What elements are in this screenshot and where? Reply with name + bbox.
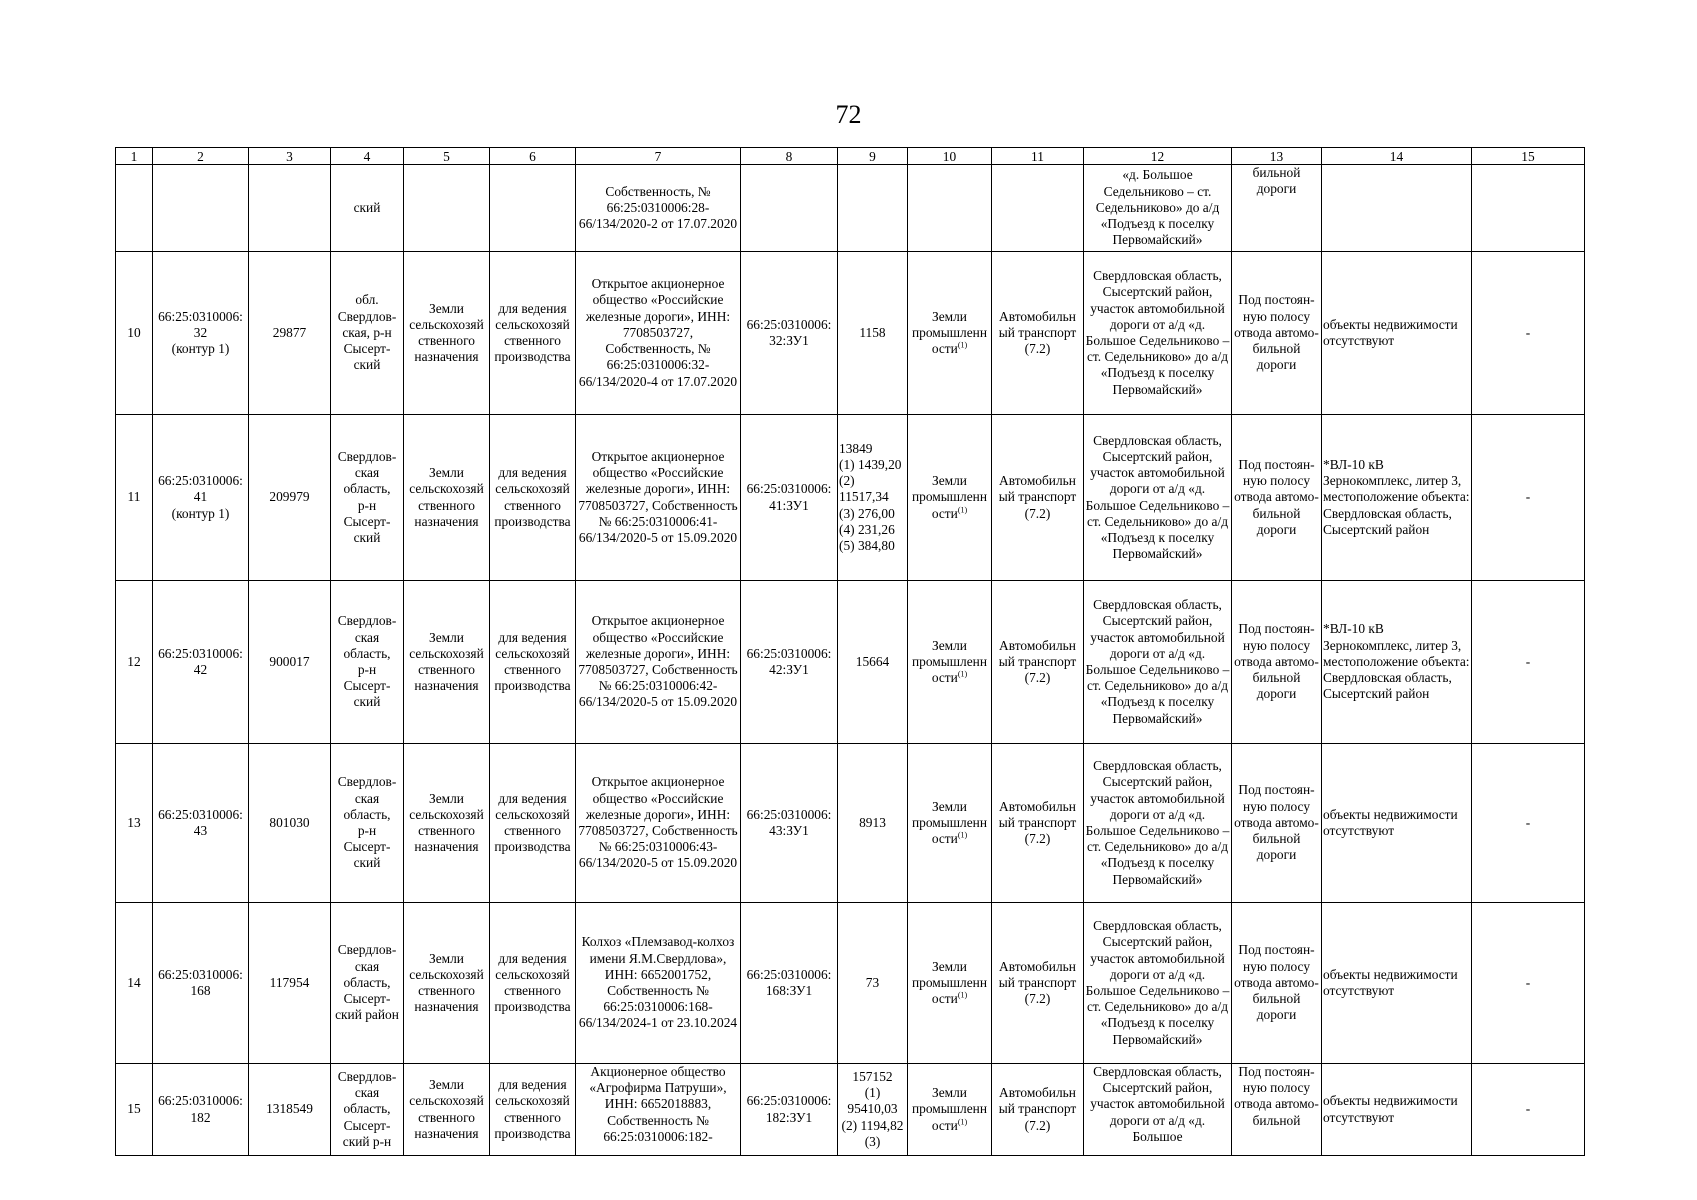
cadastral-number-cell [153,744,249,903]
use-type-cell [992,903,1084,1064]
plot-designation-text: 66:25:0310006: 168:ЗУ1 [746,966,832,998]
note-cell [1472,165,1585,252]
area-cell [249,1064,331,1156]
area-cell [249,903,331,1064]
land-category-cell [404,744,490,903]
rights-holder-text: Собственность, № 66:25:0310006:28-66/134/2020-2 от 17.07.2020 [578,183,738,232]
column-number: 5 [404,148,490,165]
note-text: - [1525,814,1531,830]
real-estate-objects-cell [1322,415,1472,581]
plot-designation-text: 66:25:0310006: 41:ЗУ1 [746,481,832,513]
use-type-cell [992,744,1084,903]
use-type-text: Автомобильн ый транспорт (7.2) [998,308,1077,357]
note-text: - [1525,974,1531,990]
land-category-after-cell [908,903,992,1064]
plot-designation-text: 66:25:0310006: 43:ЗУ1 [746,806,832,838]
rights-holder-cell [576,581,741,744]
real-estate-objects-text: *ВЛ-10 кВ Зернокомплекс, литер 3, местоположение объекта: Свердловская область, Сысертский район [1323,456,1470,537]
purpose-cell [1232,165,1322,252]
permitted-use-cell [490,252,576,415]
row-number-text: 14 [127,974,141,990]
permitted-use-text: для ведения сельскохозяй ственного производства [494,950,571,1015]
plot-location-text: Свердловская область, Сысертский район, участок автомобильной дороги от а/д «д. Большое Седельниково – ст. Седельниково» до а/д «Подъезд к поселку Первомайский» [1085,758,1230,887]
land-category-after-text: Земли промышленн ости [911,958,988,1007]
location-text: ский [353,199,381,215]
note-cell [1472,415,1585,581]
plot-location-text: Свердловская область, Сысертский район, участок автомобильной дороги от а/д «д. Большое Седельниково – ст. Седельниково» до а/д «Подъезд к поселку Первомайский» [1085,268,1230,397]
plot-designation-cell [741,1064,838,1156]
land-category-after-cell [908,252,992,415]
column-number: 8 [741,148,838,165]
use-type-cell [992,415,1084,581]
location-cell [331,252,404,415]
permitted-use-cell [490,903,576,1064]
permitted-use-text: для ведения сельскохозяй ственного производства [494,300,571,365]
rights-holder-cell [576,165,741,252]
rights-holder-cell [576,252,741,415]
note-text: - [1525,489,1531,505]
rights-holder-cell [576,415,741,581]
note-cell [1472,1064,1585,1156]
location-cell [331,415,404,581]
plot-location-cell [1084,581,1232,744]
land-category-after-text: Земли промышленн ости [911,1085,988,1133]
plot-location-text: «д. Большое Седельниково – ст. Седельниково» до а/д «Подъезд к поселку Первомайский» [1095,167,1220,248]
area-cell [249,415,331,581]
permitted-use-text: для ведения сельскохозяй ственного производства [494,629,571,694]
column-number: 4 [331,148,404,165]
table-row [116,1064,1585,1156]
plot-area-text: 15664 [855,653,890,669]
rights-holder-cell [576,1064,741,1156]
location-text: Свердлов- ская область, Сысерт- ский район [335,942,399,1023]
row-number-cell [116,415,153,581]
use-type-text: Автомобильн ый транспорт (7.2) [998,958,1077,1007]
use-type-cell [992,165,1084,252]
land-category-cell [404,415,490,581]
area-cell [249,252,331,415]
column-number: 10 [908,148,992,165]
table-row [116,744,1585,903]
plot-location-text: Свердловская область, Сысертский район, участок автомобильной дороги от а/д «д. Большое Седельниково – ст. Седельниково» до а/д «Подъезд к поселку Первомайский» [1085,597,1230,726]
cadastral-number-text: 66:25:0310006: 32 (контур 1) [158,308,243,357]
land-category-after-text: Земли промышленн ости [911,798,988,847]
plot-area-text: 157152 (1) 95410,03 (2) 1194,82 (3) [841,1068,904,1149]
footnote-marker: (1) [957,669,968,679]
plot-location-text: Свердловская область, Сысертский район, участок автомобильной дороги от а/д «д. Большое Седельниково – ст. Седельниково» до а/д «Подъезд к поселку Первомайский» [1085,918,1230,1047]
cadastral-number-cell [153,252,249,415]
land-category-after-text: Земли промышленн ости [911,473,988,521]
rights-holder-text: Открытое акционерное общество «Российские железные дороги», ИНН: 7708503727, Собственность № 66:25:0310006:41-66/134/2020-5 от 15.09.2020 [578,448,738,545]
real-estate-objects-cell [1322,165,1472,252]
purpose-text: Под постоян-ную полосу отвода автомо-бильной дороги [1234,942,1319,1023]
land-category-cell [404,903,490,1064]
rights-holder-cell [576,744,741,903]
footnote-marker: (1) [957,1117,968,1127]
plot-area-cell [838,1064,908,1156]
land-category-cell [404,1064,490,1156]
note-cell [1472,581,1585,744]
cadastral-number-cell [153,1064,249,1156]
real-estate-objects-text: объекты недвижимости отсутствуют [1323,966,1458,998]
row-number-text: 13 [127,814,141,830]
location-text: Свердлов- ская область, Сысерт- ский р-н [337,1068,397,1149]
cadastral-number-cell [153,581,249,744]
cadastral-number-cell [153,165,249,252]
location-cell [331,903,404,1064]
plot-area-text: 13849 (1) 1439,20 (2) 11517,34 (3) 276,00 (4) 231,26 (5) 384,80 [839,440,902,553]
use-type-cell [992,252,1084,415]
permitted-use-text: для ведения сельскохозяй ственного производства [494,790,571,855]
purpose-cell [1232,744,1322,903]
rights-holder-text: Открытое акционерное общество «Российские железные дороги», ИНН: 7708503727, Собственность № 66:25:0310006:42-66/134/2020-5 от 15.09.2020 [578,613,738,710]
plot-location-cell [1084,165,1232,252]
plot-location-cell [1084,903,1232,1064]
plot-area-text: 73 [865,974,880,990]
footnote-marker: (1) [957,830,968,840]
register-table [115,147,1585,1156]
row-number-text: 11 [127,489,141,505]
cadastral-number-cell [153,903,249,1064]
row-number-cell [116,903,153,1064]
purpose-cell [1232,252,1322,415]
plot-designation-cell [741,252,838,415]
permitted-use-text: для ведения сельскохозяй ственного производства [494,1077,571,1141]
location-cell [331,165,404,252]
land-category-text: Земли сельскохозяй ственного назначения [409,950,484,1015]
permitted-use-cell [490,744,576,903]
plot-location-text: Свердловская область, Сысертский район, участок автомобильной дороги от а/д «д. Большое [1090,1064,1225,1144]
cadastral-number-text: 66:25:0310006: 41 (контур 1) [158,473,243,521]
permitted-use-cell [490,165,576,252]
rights-holder-text: Колхоз «Племзавод-колхоз имени Я.М.Свердлова», ИНН: 6652001752, Собственность № 66:25:0310006:168-66/134/2024-1 от 23.10.2024 [578,934,738,1031]
plot-area-cell [838,903,908,1064]
land-category-after-cell [908,165,992,252]
row-number-cell [116,252,153,415]
plot-area-cell [838,165,908,252]
plot-area-cell [838,415,908,581]
land-category-cell [404,252,490,415]
cadastral-number-cell [153,415,249,581]
note-cell [1472,903,1585,1064]
table-row [116,252,1585,415]
real-estate-objects-cell [1322,903,1472,1064]
purpose-text: Под постоян-ную полосу отвода автомо-бильной дороги [1234,456,1319,537]
location-cell [331,744,404,903]
row-number-text: 10 [127,324,141,340]
purpose-text: Под постоян-ную полосу отвода автомо-бильной дороги [1234,292,1319,373]
land-category-text: Земли сельскохозяй ственного назначения [409,1077,484,1141]
land-category-cell [404,581,490,744]
land-category-after-text: Земли промышленн ости [911,637,988,686]
rights-holder-text: Открытое акционерное общество «Российские железные дороги», ИНН: 7708503727, Собственность № 66:25:0310006:43-66/134/2020-5 от 15.09.2020 [578,774,738,871]
real-estate-objects-cell [1322,744,1472,903]
plot-area-text: 8913 [859,814,886,830]
area-cell [249,744,331,903]
use-type-text: Автомобильн ый транспорт (7.2) [998,637,1077,686]
column-number: 12 [1084,148,1232,165]
permitted-use-cell [490,415,576,581]
real-estate-objects-cell [1322,1064,1472,1156]
real-estate-objects-text: объекты недвижимости отсутствуют [1323,806,1458,838]
location-text: Свердлов- ская область, р-н Сысерт- ский [337,448,397,545]
area-text: 801030 [269,814,310,830]
land-category-after-cell [908,1064,992,1156]
use-type-cell [992,1064,1084,1156]
rights-holder-text: Открытое акционерное общество «Российские железные дороги», ИНН: 7708503727, Собственность, № 66:25:0310006:32-66/134/2020-4 от 17.07.2020 [578,276,738,389]
permitted-use-cell [490,581,576,744]
purpose-text: бильной дороги [1252,165,1301,197]
area-cell [249,165,331,252]
plot-designation-cell [741,415,838,581]
area-text: 1318549 [266,1101,313,1117]
use-type-text: Автомобильн ый транспорт (7.2) [998,1085,1077,1133]
column-number: 9 [838,148,908,165]
row-number-text: 12 [127,653,141,669]
plot-designation-cell [741,165,838,252]
table-row [116,903,1585,1064]
location-text: Свердлов- ская область, р-н Сысерт- ский [337,774,397,871]
purpose-cell [1232,1064,1322,1156]
use-type-cell [992,581,1084,744]
purpose-text: Под постоян-ную полосу отвода автомо-бильной дороги [1234,621,1319,702]
column-number: 13 [1232,148,1322,165]
rights-holder-cell [576,903,741,1064]
column-number: 1 [116,148,153,165]
plot-area-cell [838,744,908,903]
column-number: 7 [576,148,741,165]
purpose-cell [1232,903,1322,1064]
column-number-row [116,148,1585,165]
plot-designation-cell [741,744,838,903]
land-category-text: Земли сельскохозяй ственного назначения [409,465,484,529]
use-type-text: Автомобильн ый транспорт (7.2) [998,473,1077,521]
area-cell [249,581,331,744]
land-category-after-text: Земли промышленн ости [911,308,988,357]
plot-location-cell [1084,744,1232,903]
note-text: - [1525,653,1531,669]
area-text: 900017 [269,653,310,669]
real-estate-objects-cell [1322,252,1472,415]
land-category-after-cell [908,415,992,581]
note-cell [1472,252,1585,415]
purpose-text: Под постоян-ную полосу отвода автомо-бильной [1234,1064,1319,1128]
plot-location-cell [1084,1064,1232,1156]
column-number: 2 [153,148,249,165]
land-category-cell [404,165,490,252]
location-text: обл. Свердлов- ская, р-н Сысерт- ский [337,292,397,373]
location-text: Свердлов- ская область, р-н Сысерт- ский [337,613,397,710]
cadastral-number-text: 66:25:0310006: 43 [158,806,243,838]
note-text: - [1525,324,1531,340]
column-number: 11 [992,148,1084,165]
plot-location-cell [1084,415,1232,581]
plot-designation-text: 66:25:0310006: 182:ЗУ1 [746,1093,832,1125]
land-category-after-cell [908,581,992,744]
table-row [116,581,1585,744]
plot-location-cell [1084,252,1232,415]
permitted-use-cell [490,1064,576,1156]
plot-location-text: Свердловская область, Сысертский район, участок автомобильной дороги от а/д «д. Большое Седельниково – ст. Седельниково» до а/д «Подъезд к поселку Первомайский» [1085,432,1230,562]
purpose-cell [1232,581,1322,744]
plot-designation-cell [741,581,838,744]
area-text: 117954 [269,974,310,990]
plot-area-cell [838,252,908,415]
column-number: 3 [249,148,331,165]
table-row [116,165,1585,252]
rights-holder-text: Акционерное общество «Агрофирма Патруши», ИНН: 6652018883, Собственность № 66:25:0310006:182- [589,1064,727,1144]
area-text: 209979 [269,489,310,505]
column-number: 6 [490,148,576,165]
land-category-text: Земли сельскохозяй ственного назначения [409,629,484,694]
footnote-marker: (1) [957,990,968,1000]
permitted-use-text: для ведения сельскохозяй ственного производства [494,465,571,529]
column-number: 14 [1322,148,1472,165]
area-text: 29877 [272,324,307,340]
plot-designation-cell [741,903,838,1064]
real-estate-objects-text: объекты недвижимости отсутствуют [1323,1093,1458,1125]
page-number: 72 [835,100,862,129]
row-number-cell [116,744,153,903]
row-number-cell [116,165,153,252]
cadastral-number-text: 66:25:0310006: 168 [158,966,243,998]
plot-designation-text: 66:25:0310006: 32:ЗУ1 [746,316,832,348]
land-category-text: Земли сельскохозяй ственного назначения [409,300,484,365]
use-type-text: Автомобильн ый транспорт (7.2) [998,798,1077,847]
column-number: 15 [1472,148,1585,165]
plot-area-text: 1158 [859,324,886,340]
real-estate-objects-text: *ВЛ-10 кВ Зернокомплекс, литер 3, местоположение объекта: Свердловская область, Сысертский район [1323,621,1470,702]
land-category-after-cell [908,744,992,903]
land-category-text: Земли сельскохозяй ственного назначения [409,790,484,855]
row-number-cell [116,581,153,744]
plot-designation-text: 66:25:0310006: 42:ЗУ1 [746,645,832,677]
footnote-marker: (1) [957,340,968,350]
purpose-cell [1232,415,1322,581]
row-number-cell [116,1064,153,1156]
note-text: - [1525,1101,1531,1117]
table-body [116,148,1585,1156]
note-cell [1472,744,1585,903]
real-estate-objects-cell [1322,581,1472,744]
table-row [116,415,1585,581]
cadastral-number-text: 66:25:0310006: 182 [158,1093,243,1125]
footnote-marker: (1) [957,505,968,515]
row-number-text: 15 [127,1101,141,1117]
location-cell [331,1064,404,1156]
plot-area-cell [838,581,908,744]
real-estate-objects-text: объекты недвижимости отсутствуют [1323,316,1458,348]
cadastral-number-text: 66:25:0310006: 42 [158,645,243,677]
location-cell [331,581,404,744]
purpose-text: Под постоян-ную полосу отвода автомо-бильной дороги [1234,782,1319,863]
